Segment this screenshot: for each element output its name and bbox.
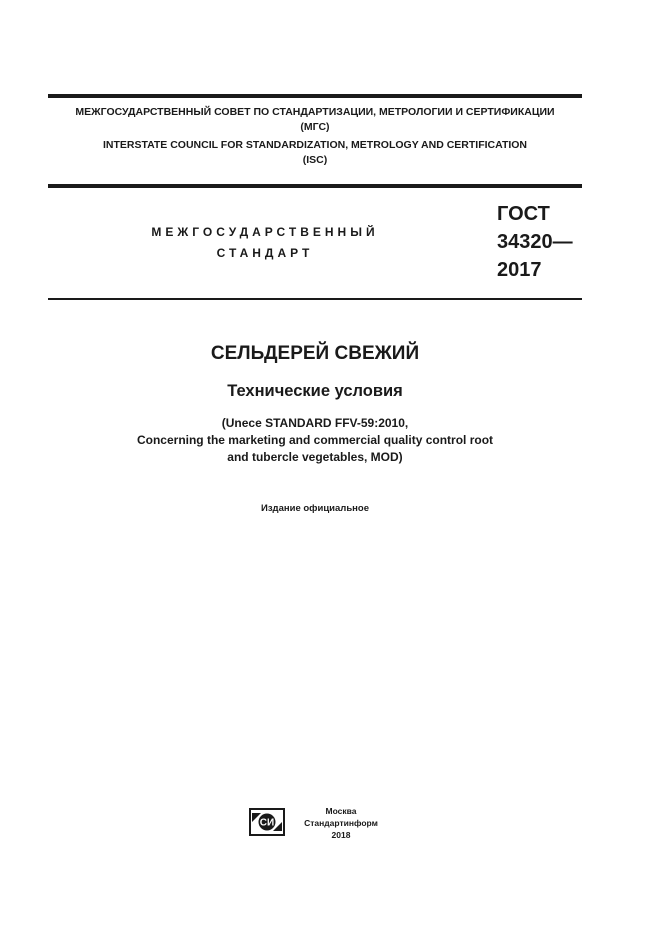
council-abbr-en: (ISC) xyxy=(302,154,328,166)
standard-type-line1: МЕЖГОСУДАРСТВЕННЫЙ xyxy=(151,225,379,239)
council-name-en: INTERSTATE COUNCIL FOR STANDARDIZATION, METROLOGY AND CERTIFICATION xyxy=(102,139,528,151)
svg-text:СИ: СИ xyxy=(259,817,275,829)
document-title: СЕЛЬДЕРЕЙ СВЕЖИЙ xyxy=(210,343,420,364)
standard-block-rule xyxy=(48,298,582,300)
gost-label: ГОСТ xyxy=(497,203,550,225)
standartinform-logo-icon xyxy=(249,808,285,836)
reference-line-1: (Unece STANDARD FFV-59:2010, xyxy=(221,416,409,430)
gost-year: 2017 xyxy=(497,259,542,281)
reference-line-3: and tubercle vegetables, MOD) xyxy=(227,450,403,464)
gost-number: 34320— xyxy=(497,231,573,253)
publisher-city: Москва xyxy=(325,806,357,816)
publisher-year: 2018 xyxy=(331,830,351,840)
publisher-name: Стандартинформ xyxy=(304,818,378,828)
council-abbr-ru: (МГС) xyxy=(300,121,330,133)
edition-label: Издание официальное xyxy=(261,503,369,514)
header-bottom-rule xyxy=(48,184,582,188)
publisher-info xyxy=(296,805,386,841)
reference-line-2: Concerning the marketing and commercial quality control root xyxy=(136,433,494,447)
standard-type-line2: СТАНДАРТ xyxy=(216,246,314,260)
document-subtitle: Технические условия xyxy=(227,382,403,400)
header-top-rule xyxy=(48,94,582,98)
council-name-ru: МЕЖГОСУДАРСТВЕННЫЙ СОВЕТ ПО СТАНДАРТИЗАЦИИ, МЕТРОЛОГИИ И СЕРТИФИКАЦИИ xyxy=(75,106,555,118)
